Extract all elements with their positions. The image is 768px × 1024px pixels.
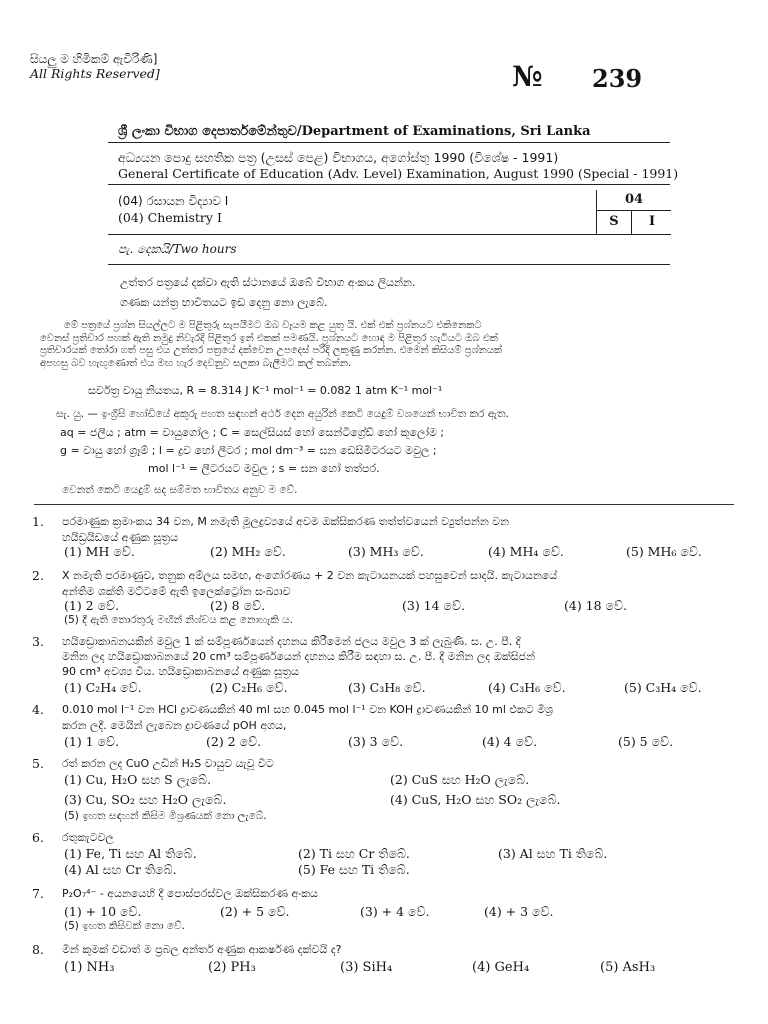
subject-sinhala: (04) රසායන විද්‍යාව I (118, 194, 229, 208)
gas-constant: සර්වත්‍ර වායු නියතය, R = 8.314 J K⁻¹ mol⁻¹ = 0.082 1 atm K⁻¹ mol⁻¹ (88, 384, 443, 397)
intro-line: අපහසු බව හැඟුණොත් එය මඟ හැර දෙවනුව සලකා බැලීමට කල් තබන්න. (40, 357, 352, 369)
header-divider-top (108, 142, 670, 143)
option-4: (4) MH₄ වේ. (488, 544, 564, 559)
option-1: (1) NH₃ (64, 960, 115, 975)
option-2: (2) MH₂ වේ. (210, 544, 286, 559)
instruction-index-number: උත්තර පත්‍රයේ දක්වා ඇති ස්ථානයේ ඔබේ විභාග අංකය ලියන්න. (120, 276, 416, 289)
subject-code-divider (597, 210, 671, 211)
option-5: (5) දී ඇති තොරතුරු මඟින් නිශ්චය කළ නොහැකි ය. (64, 614, 293, 626)
option-3: (3) Cu, SO₂ සහ H₂O ලැබේ. (64, 792, 227, 807)
subject-code-s: S (609, 214, 619, 229)
exam-title-sinhala: අධ්‍යයන පොදු සහතික පත්‍ර (උසස් පෙළ) විභාගය, අගෝස්තු 1990 (විශේෂ - 1991) (118, 150, 559, 165)
option-3: (3) 14 වේ. (402, 598, 466, 613)
option-5: (5) AsH₃ (600, 960, 656, 975)
intro-line: වෙනස් ප්‍රතිචාර පහක් ඇති නමුදු නිවැරදි පිළිතුර ඉන් එකක් පමණයි. ප්‍රශ්නයට හොඳ ම පිළිතුර හැටියට ඔබ එක් (40, 332, 498, 344)
option-1: (1) MH වේ. (64, 544, 135, 559)
option-2: (2) PH₃ (208, 960, 256, 975)
option-2: (2) C₂H₆ වේ. (210, 680, 288, 695)
department-title-sinhala: ශ්‍රී ලංකා විභාග දෙපාර්තමේන්තුව/ (118, 124, 302, 139)
question-number: 3. (32, 634, 44, 649)
intro-line: මේ පත්‍රයේ ප්‍රශ්න සියල්ලට ම පිළිතුරු සැපයීමට ඔබ වෑයම කළ යුතු යි. එක් එක් ප්‍රශ්නයට එකිනෙකට (64, 320, 482, 331)
intro-paragraph (40, 320, 502, 370)
option-4: (4) + 3 වේ. (484, 904, 554, 919)
instruction-calculators: ගණක යන්ත්‍ර භාවිතයට ඉඩ දෙනු නො ලැබේ. (120, 296, 328, 309)
option-2: (2) + 5 වේ. (220, 904, 290, 919)
option-3: (3) + 4 වේ. (360, 904, 430, 919)
option-3: (3) SiH₄ (340, 960, 393, 975)
question-number: 4. (32, 702, 44, 717)
question-text: රතුකැටවල (62, 831, 114, 844)
abbreviation-line: g = වායු හෝ ග්‍රෑම් ; l = ද්‍රව හෝ ලීටර ; mol dm⁻³ = ඝන ඩෙසිමීටරයට මවුල ; (60, 444, 437, 457)
option-3: (3) 3 වේ. (348, 734, 404, 749)
duration-divider (108, 264, 670, 265)
option-5: (5) ඉහත කිසිවක් නො වේ. (64, 920, 185, 932)
option-4: (4) CuS, H₂O සහ SO₂ ලැබේ. (390, 792, 561, 807)
intro-line: ප්‍රතිචාරයක් තෝරා ගත් පසු එය උත්තර පත්‍රයේ දක්වෙන උපදෙස් පරිදි ලකුණු කරන්න. එමෙන් කිසියම් ප්‍රශ්නයක් (40, 345, 503, 356)
paper-number-label: № (512, 60, 544, 93)
question-text: රත් කරන ලද CuO උඩින් H₂S වායුව යැවූ විට (62, 757, 274, 770)
option-2: (2) Ti සහ Cr තිබේ. (298, 846, 410, 861)
question-number: 5. (32, 756, 44, 771)
question-text: 0.010 mol l⁻¹ වන HCl ද්‍රාවණයකින් 40 ml සහ 0.045 mol l⁻¹ වන KOH ද්‍රාවණයකින් 10 ml එකට මිශ්‍ර (62, 703, 553, 716)
option-2: (2) 2 වේ. (206, 734, 262, 749)
duration: පැ. දෙකයි/Two hours (118, 242, 237, 256)
option-1: (1) C₂H₄ වේ. (64, 680, 142, 695)
department-title-english: Department of Examinations, Sri Lanka (301, 124, 591, 139)
question-text: P₂O₇⁴⁻ - අයනයෙහි දී පොස්පරස්වල ඔක්සිකරණ අංකය (62, 887, 318, 900)
question-text: හයිඩ්‍රයිඩයේ අණුක සූත්‍රය (62, 531, 178, 544)
question-text: මනින ලද හයිඩ්‍රොකාබනයේ 20 cm³ සම්පූර්ණයෙන් දහනය කිරීම සඳහා ස. උ. පී. දී මනින ලද ඔක්සිජන් (62, 650, 536, 663)
question-text: මින් කුමක් වඩාත් ම ප්‍රබල අන්තර් අණුක ආකර්ෂණ දක්වයි ද? (62, 943, 342, 956)
option-5: (5) Fe සහ Ti තිබේ. (298, 862, 410, 877)
option-1: (1) 2 වේ. (64, 598, 120, 613)
rights-sinhala: සියලු ම හිමිකම් ඇවිරිණි] (30, 52, 158, 66)
abbreviation-note: සැ. යු. — ඉංග්‍රීසි හෝඩියේ අකුරු පහත සඳහන් අර්ථ දෙන අයුරින් කෙටි යෙදුම් වශයෙන් භාවිත කර ඇත. (56, 408, 509, 420)
department-title (118, 124, 591, 139)
question-text: කරන ලදී. මෙයින් ලැබෙන ද්‍රාවණයේ pOH අගය, (62, 719, 287, 732)
option-2: (2) CuS සහ H₂O ලැබේ. (390, 772, 530, 787)
question-text: අන්තිම ශක්ති මට්ටමේ ඇති ඉලෙක්ට්‍රෝන සංඛ්‍යාව (62, 585, 291, 598)
option-3: (3) C₃H₈ වේ. (348, 680, 426, 695)
option-3: (3) MH₃ වේ. (348, 544, 424, 559)
option-5: (5) MH₆ වේ. (626, 544, 702, 559)
question-text: X නමැති පරමාණුව, තනුක අම්ලය සමඟ, අංගෝරණය + 2 වන කැටායනයක් පහසුවෙන් සාදයි. කැටායනයේ (62, 569, 558, 582)
header-divider-bottom (108, 234, 670, 235)
option-4: (4) GeH₄ (472, 960, 530, 975)
section-divider (34, 504, 734, 505)
option-5: (5) 5 වේ. (618, 734, 674, 749)
option-5: (5) ඉහත සඳහන් කිසිම මිශ්‍රණයක් නො ලැබේ. (64, 810, 267, 822)
subject-code-box (596, 190, 671, 235)
paper-number: 239 (592, 64, 643, 93)
option-1: (1) 1 වේ. (64, 734, 120, 749)
option-4: (4) 4 වේ. (482, 734, 538, 749)
question-number: 2. (32, 568, 44, 583)
abbreviation-line: aq = ජලීය ; atm = වායුගෝල ; C = සෙල්සියස් හෝ සෙන්ටිග්‍රේඩ් හෝ කූලෝම ; (60, 426, 445, 439)
question-text: හයිඩ්‍රොකාබනයකින් මවුල 1 ක් සම්පූර්ණයෙන් දහනය කිරීමෙන් ජලය මවුල 3 ක් ලැබුණි. ස. උ. පී. දී (62, 635, 521, 648)
question-number: 7. (32, 886, 44, 901)
option-1: (1) Cu, H₂O සහ S ලැබේ. (64, 772, 212, 787)
subject-code-i: I (648, 214, 656, 229)
other-terms-note: වෙනත් කෙටි යෙදුම් සද සම්මත භාවිතය අනුව ම වේ. (62, 484, 298, 496)
question-number: 6. (32, 830, 44, 845)
option-2: (2) 8 වේ. (210, 598, 266, 613)
option-3: (3) Al සහ Ti තිබේ. (498, 846, 608, 861)
question-text: 90 cm³ අවශ්‍ය විය. හයිඩ්‍රොකාබනයේ අණුක සූත්‍රය (62, 665, 299, 678)
exam-title-english: General Certificate of Education (Adv. Level) Examination, August 1990 (Special - 1991) (118, 166, 679, 181)
option-5: (5) C₃H₄ වේ. (624, 680, 702, 695)
question-text: පරමාණුක ක්‍රමාංකය 34 වන, M නමැති මූලද්‍රව්‍යයේ අවම ඔක්සිකරණ තත්ත්වයෙන් ව්‍යුත්පන්න වන (62, 515, 510, 528)
option-1: (1) Fe, Ti සහ Al තිබේ. (64, 846, 197, 861)
question-number: 1. (32, 514, 44, 529)
question-number: 8. (32, 942, 44, 957)
subject-code-number: 04 (624, 192, 644, 207)
option-4: (4) C₃H₆ වේ. (488, 680, 566, 695)
subject-english: (04) Chemistry I (118, 210, 222, 225)
rights-english: All Rights Reserved] (30, 66, 160, 81)
subject-code-separator (631, 210, 632, 234)
abbreviation-line: mol l⁻¹ = ලීටරයට මවුල ; s = ඝන හෝ තත්පර. (148, 462, 380, 475)
option-1: (1) + 10 වේ. (64, 904, 142, 919)
option-4: (4) 18 වේ. (564, 598, 628, 613)
header-divider-middle (108, 184, 670, 185)
option-4: (4) Al සහ Cr තිබේ. (64, 862, 177, 877)
